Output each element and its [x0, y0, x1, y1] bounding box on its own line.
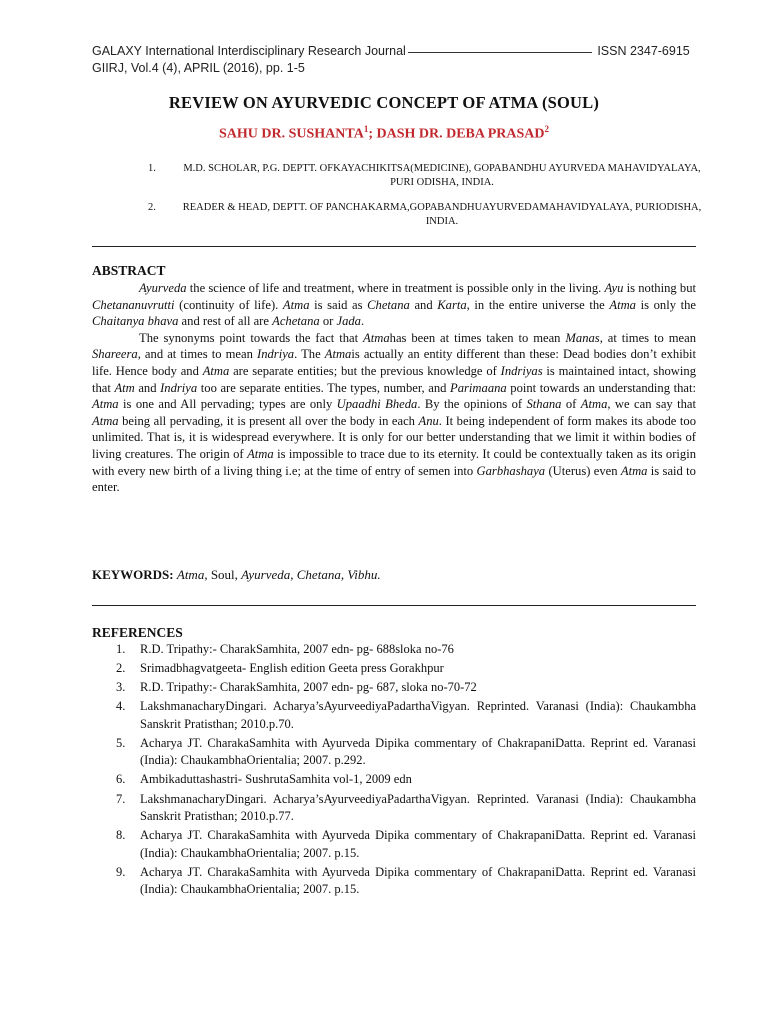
text-run: , we can say that	[607, 397, 696, 412]
abstract-heading: ABSTRACT	[92, 263, 166, 278]
italic-term: Atma	[247, 446, 274, 461]
text-run: is impossible to trace due to its eternity. It could be contextually taken as its origin with every new birth of a living thing i.e; at the time of entry of semen into	[92, 446, 696, 478]
text-run: has been at times taken to mean	[389, 330, 566, 345]
italic-term: Atma	[282, 297, 310, 312]
text-run: , in the entire universe the	[466, 297, 610, 312]
author-1-affil-mark: 1	[363, 124, 369, 134]
italic-term: Chaitanya bhava	[92, 314, 179, 329]
text-run: is said to enter.	[92, 463, 696, 495]
italic-term: Atma	[176, 567, 205, 582]
italic-term: Chetana, Vibhu.	[296, 567, 381, 582]
italic-term: Anu	[418, 413, 439, 428]
reference-number: 6.	[116, 772, 126, 787]
text-run: , Soul,	[204, 567, 242, 582]
divider	[92, 605, 696, 606]
affiliation-text: READER & HEAD, DEPTT. OF PANCHAKARMA,GOPABANDHUAYURVEDAMAHAVIDYALAYA, PURIODISHA, INDIA.	[182, 202, 702, 227]
italic-term: Atma	[363, 330, 390, 345]
text-run: being all pervading, it is present all over the body in each	[118, 413, 419, 428]
text-run: ,	[290, 567, 297, 582]
italic-term: Jada	[336, 314, 361, 329]
keywords-label: KEYWORDS:	[92, 567, 174, 582]
text-run: and rest of all are	[178, 314, 273, 329]
reference-item	[92, 641, 696, 659]
text-run: is one and All pervading; types are only	[118, 397, 337, 412]
italic-term: Chetana	[367, 297, 410, 312]
author-2-affil-mark: 2	[544, 124, 550, 134]
italic-term: Atma	[324, 347, 352, 362]
journal-header	[92, 44, 692, 58]
italic-term: Atma	[92, 413, 119, 428]
text-run: the science of life and treatment, where in treatment is possible only in the living.	[186, 281, 605, 295]
reference-text: Ambikaduttashastri- SushrutaSamhita vol-1, 2009 edn	[140, 772, 412, 787]
italic-term: Sthana	[526, 397, 562, 412]
text-run: . The	[294, 347, 325, 362]
text-run: too are separate entities. The types, number, and	[197, 380, 451, 395]
text-run: and	[409, 297, 438, 312]
reference-text: R.D. Tripathy:- CharakSamhita, 2007 edn- pg- 687, sloka no-70-72	[140, 680, 477, 695]
italic-term: Garbhashaya	[476, 463, 546, 478]
reference-number: 2.	[116, 661, 126, 676]
reference-number: 9.	[116, 864, 126, 879]
reference-text: Acharya JT. CharakaSamhita with Ayurveda Dipika commentary of ChakrapaniDatta. Reprint ed. Varanasi (India): ChaukambhaOrientalia; 2007. p.15.	[140, 864, 696, 897]
text-run: is maintained intact, showing that	[92, 363, 696, 395]
text-run: (continuity of life).	[174, 297, 283, 312]
reference-number: 8.	[116, 828, 126, 843]
reference-number: 4.	[116, 699, 126, 714]
references-heading: REFERENCES	[92, 625, 183, 640]
italic-term: Ayurveda	[139, 281, 187, 295]
italic-term: Atma	[202, 363, 230, 378]
reference-number: 5.	[116, 735, 126, 750]
text-run: . By the opinions of	[417, 397, 527, 412]
reference-item	[92, 827, 696, 862]
text-run: are separate entities; but the previous knowledge of	[229, 363, 501, 378]
reference-text: LakshmanacharyDingari. Acharya’sAyurveediyaPadarthaVigyan. Reprinted. Varanasi (India): Chaukambha Sanskrit Pratisthan; 2010.p.77.	[140, 791, 696, 824]
italic-term: Parimaana	[450, 380, 507, 395]
references-list	[92, 641, 696, 900]
reference-text: Acharya JT. CharakaSamhita with Ayurveda Dipika commentary of ChakrapaniDatta. Reprint ed. Varanasi (India): ChaukambhaOrientalia; 2007. p.292.	[140, 735, 696, 768]
text-run: and	[134, 380, 161, 395]
italic-term: Indriyas	[500, 363, 543, 378]
italic-term: Chetananuvrutti	[92, 297, 175, 312]
journal-name: GALAXY International Interdisciplinary Research Journal	[92, 44, 406, 58]
divider	[92, 246, 696, 247]
text-run: is actually an entity different than these: Dead bodies don’t exhibit life. Hence body and	[92, 347, 696, 378]
italic-term: Ayurveda	[241, 567, 291, 582]
affiliation-2	[150, 201, 710, 229]
text-run: . It being independent of form makes its abode too unlimited. That is, it is widespread everywhere. It is only for our better understanding that we limit it within bodies of living creatures. The origin of	[92, 413, 696, 461]
text-run: is said as	[309, 297, 368, 312]
reference-item	[92, 679, 696, 697]
reference-item	[92, 864, 696, 899]
author-1: SAHU DR. SUSHANTA	[218, 126, 364, 142]
reference-text: Acharya JT. CharakaSamhita with Ayurveda Dipika commentary of ChakrapaniDatta. Reprint ed. Varanasi (India): ChaukambhaOrientalia; 2007. p.15.	[140, 828, 696, 860]
italic-term: Atma	[620, 463, 648, 478]
text-run: is nothing but	[623, 281, 697, 295]
italic-term: Ayu	[604, 281, 624, 295]
paper-authors	[0, 124, 768, 143]
reference-text: R.D. Tripathy:- CharakSamhita, 2007 edn- pg- 688sloka no-76	[140, 642, 454, 656]
italic-term: Indriya	[160, 380, 198, 395]
journal-issue: GIIRJ, Vol.4 (4), APRIL (2016), pp. 1-5	[92, 61, 305, 75]
text-run: point towards an understanding that:	[506, 380, 696, 395]
journal-issn: ISSN 2347-6915	[597, 44, 690, 58]
reference-number: 1.	[116, 642, 126, 656]
affiliation-number: 2.	[148, 202, 156, 213]
reference-item	[92, 791, 696, 826]
text-run: , and at times to mean	[137, 347, 257, 362]
italic-term: Atma	[609, 297, 636, 312]
keywords	[92, 567, 696, 583]
reference-text: LakshmanacharyDingari. Acharya’sAyurveediyaPadarthaVigyan. Reprinted. Varanasi (India): Chaukambha Sanskrit Pratisthan; 2010.p.70.	[140, 699, 696, 731]
italic-term: Upaadhi Bheda	[336, 397, 418, 412]
abstract-paragraph-1	[92, 280, 696, 330]
italic-term: Atma	[92, 397, 119, 412]
text-run: The synonyms point towards the fact that	[139, 330, 364, 345]
text-run: or	[319, 314, 337, 329]
keywords-list	[174, 567, 381, 582]
italic-term: Indriya	[257, 347, 295, 362]
header-underline	[408, 52, 592, 53]
text-run: (Uterus) even	[545, 463, 621, 478]
text-run: of	[561, 397, 581, 412]
paper-title: REVIEW ON AYURVEDIC CONCEPT OF ATMA (SOUL)	[168, 93, 600, 112]
italic-term: Shareera	[92, 347, 138, 362]
reference-item	[92, 660, 696, 678]
text-run: , at times to mean	[599, 330, 696, 345]
reference-item	[92, 698, 696, 733]
reference-text: Srimadbhagvatgeeta- English edition Geeta press Gorakhpur	[140, 661, 444, 676]
author-separator: ;	[368, 126, 377, 142]
abstract-paragraph-2	[92, 330, 696, 496]
affiliation-number: 1.	[148, 163, 156, 174]
reference-item	[92, 771, 696, 789]
reference-number: 7.	[116, 791, 126, 806]
affiliation-text: M.D. SCHOLAR, P.G. DEPTT. OFKAYACHIKITSA(MEDICINE), GOPABANDHU AYURVEDA MAHAVIDYALAYA, PURI ODISHA, INDIA.	[183, 163, 701, 188]
reference-number: 3.	[116, 680, 126, 695]
italic-term: Atm	[114, 380, 135, 395]
abstract-body	[92, 280, 696, 496]
italic-term: Manas	[565, 330, 600, 345]
italic-term: Achetana	[272, 314, 320, 329]
text-run: is only the	[635, 297, 696, 312]
reference-item	[92, 735, 696, 770]
text-run: .	[360, 314, 365, 329]
italic-term: Karta	[437, 297, 467, 312]
affiliation-1	[150, 162, 710, 190]
author-2: DASH DR. DEBA PRASAD	[376, 126, 545, 142]
italic-term: Atma	[580, 397, 608, 412]
